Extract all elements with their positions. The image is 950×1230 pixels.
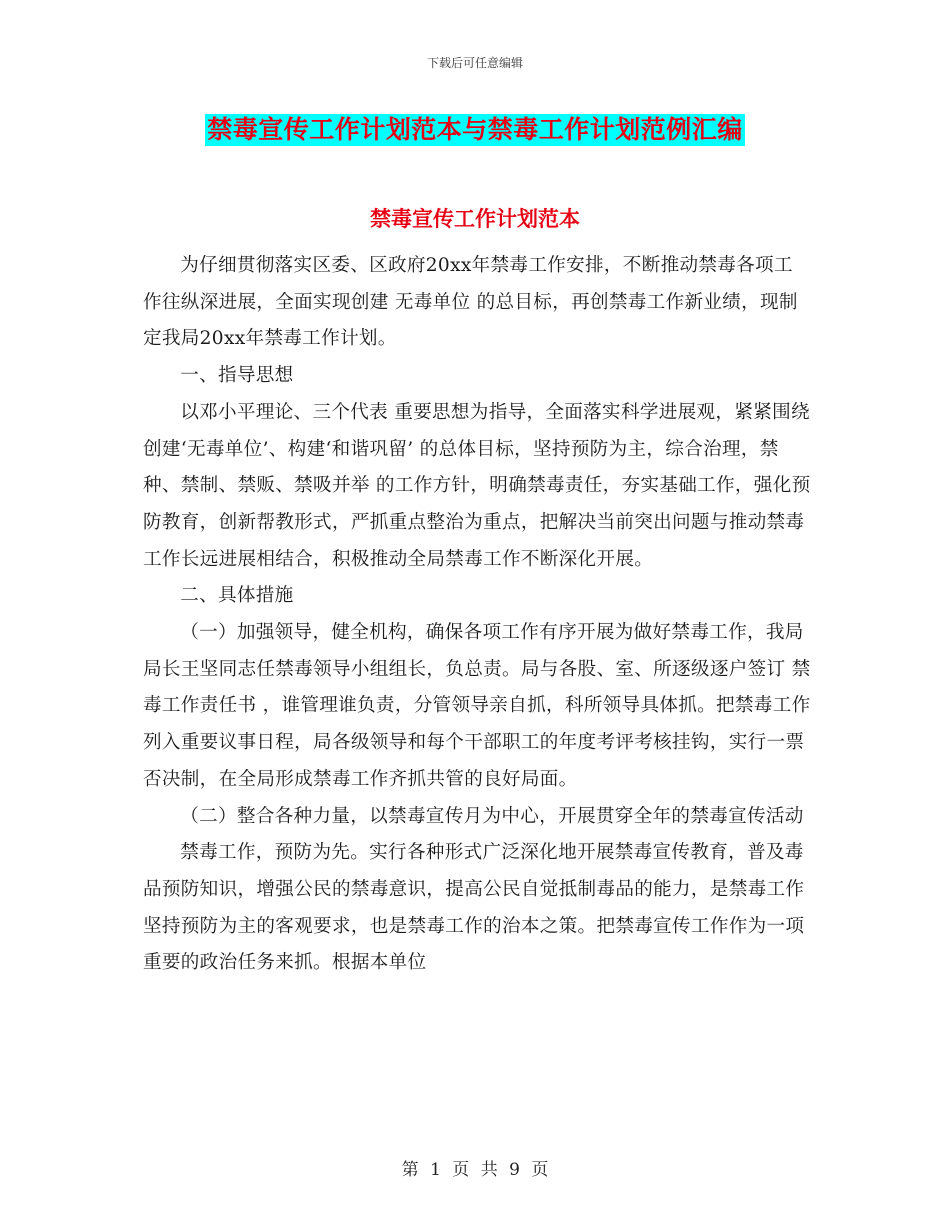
paragraph-guiding-ideology: 以邓小平理论、三个代表 重要思想为指导，全面落实科学进展观，紧紧围绕 创建‘无毒单位’、构建‘和谐巩留’ 的总体目标，坚持预防为主，综合治理，禁种、禁制、禁贩、禁吸并举 的工作方针，明确禁毒责任，夯实基础工作，强化预防教育，创新帮教形式，严抓重点整治为重点，把解决当前突出问题与推动禁毒工作长远进展相结合，积极推动全局禁毒工作不断深化开展。 bbox=[143, 401, 811, 570]
page-header-note: 下载后可任意编辑 bbox=[426, 56, 523, 70]
paragraph-intro: 为仔细贯彻落实区委、区政府20xx年禁毒工作安排，不断推动禁毒各项工作往纵深进展，全面实现创建 无毒单位 的总目标，再创禁毒工作新业绩，现制定我局20xx年禁毒工作计划。 bbox=[143, 255, 798, 350]
document-body bbox=[143, 248, 811, 982]
section-heading-specific-measures: 二、具体措施 bbox=[180, 585, 294, 607]
section-heading-guiding-ideology: 一、指导思想 bbox=[180, 365, 294, 387]
paragraph-measure-2-heading: （二）整合各种力量，以禁毒宣传月为中心，开展贯穿全年的禁毒宣传活动 bbox=[180, 805, 804, 827]
document-main-title-wrapper bbox=[0, 114, 950, 146]
page-number-footer: 第 1 页 共 9 页 bbox=[401, 1160, 549, 1180]
document-main-title: 禁毒宣传工作计划范本与禁毒工作计划范例汇编 bbox=[207, 115, 743, 144]
paragraph-measure-1: （一）加强领导，健全机构，确保各项工作有序开展为做好禁毒工作，我局局长王坚同志任禁毒领导小组组长，负总责。局与各股、室、所逐级逐户签订 禁毒工作责任书 ，谁管理谁负责，分管领导亲自抓，科所领导具体抓。把禁毒工作列入重要议事日程，局各级领导和每个干部职工的年度考评考核挂钩，实行一票否决制，在全局形成禁毒工作齐抓共管的良好局面。 bbox=[143, 622, 811, 790]
paragraph-measure-2-body: 禁毒工作，预防为先。实行各种形式广泛深化地开展禁毒宣传教育，普及毒品预防知识，增强公民的禁毒意识，提高公民自觉抵制毒品的能力，是禁毒工作坚持预防为主的客观要求，也是禁毒工作的治本之策。把禁毒宣传工作作为一项重要的政治任务来抓。根据本单位 bbox=[143, 842, 805, 974]
document-sub-title: 禁毒宣传工作计划范本 bbox=[370, 207, 580, 231]
